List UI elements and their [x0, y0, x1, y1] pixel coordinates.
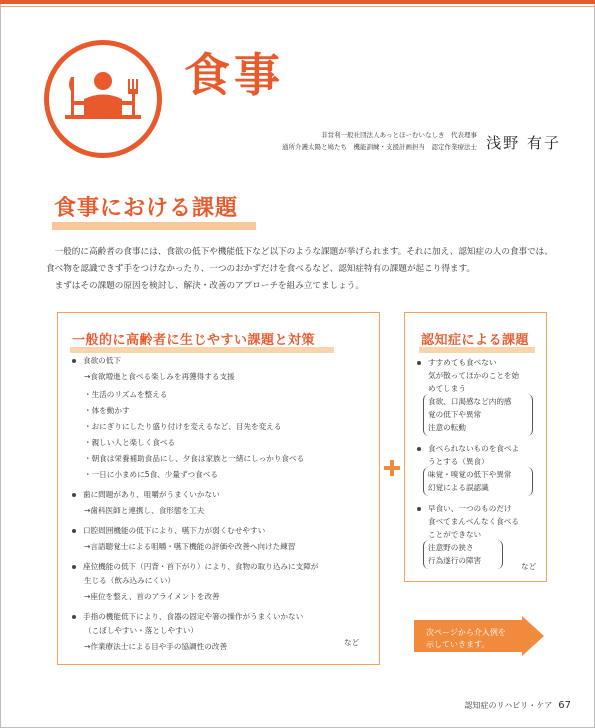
page-title: 食事: [184, 48, 284, 102]
general-issues-title: 一般的に高齢者に生じやすい課題と対策: [72, 333, 316, 348]
cause-text: 覚の低下や異常: [428, 410, 482, 419]
issue-text: すすめても食べない: [428, 358, 497, 367]
countermeasure: →作業療法士による目や手の協調性の改善: [84, 642, 228, 651]
section-heading: 食事における課題: [54, 196, 239, 221]
top-stripe: [0, 0, 595, 4]
bullet-icon: [72, 615, 76, 619]
list-item: [72, 525, 265, 536]
cause-text: 行為遂行の障害: [428, 556, 482, 565]
cause-text: 注意野の狭さ: [428, 543, 474, 552]
cause-text: 注意の転動: [428, 423, 466, 432]
author-affiliation-2: 通所介護太陽と鳩たち 機能訓練・支援計画担当 認定作業療法士: [282, 143, 477, 151]
list-item: [72, 611, 303, 622]
issue-text-cont: めてしまう: [428, 384, 466, 393]
bullet-icon: [72, 359, 76, 363]
cause-text: 味覚・嗅覚の低下や異常: [428, 470, 512, 479]
intro-text: [46, 244, 556, 295]
cause-text: 幻覚による誤認識: [428, 483, 489, 492]
intro-paragraph-1: 一般的に高齢者の食事には、食欲の低下や機能低下など以下のような課題が挙げられます。それに加え、認知症の人の食事では、食べ物を認識できず手をつけなかったり、一つのおかずだけを食べるなど、認知症特有の課題が起こり得ます。: [46, 247, 553, 274]
issue-text-cont: ことができない: [428, 530, 482, 539]
etc-label: など: [344, 638, 360, 647]
issue-text: 歯に問題があり、咀嚼がうまくいかない: [83, 490, 220, 499]
issue-text-cont: 気が散ってほかのことを始: [428, 371, 520, 380]
list-item: [417, 503, 512, 514]
dementia-issues-list: [405, 313, 548, 583]
plus-icon: [384, 460, 400, 476]
footer: [465, 700, 572, 711]
issue-text-cont: （こぼしやすい・落としやすい）: [84, 626, 198, 635]
footer-label: 認知症のリハビリ・ケア: [464, 701, 553, 710]
author-affiliation-1: 非営利一般社団法人あっとほーむいなしき 代表理事: [321, 131, 477, 139]
issue-text: 食べられないものを食べよ: [428, 444, 520, 453]
dementia-issues-title: 認知症による課題: [421, 333, 530, 348]
bullet-icon: [417, 361, 421, 365]
page-number: 67: [558, 700, 571, 711]
next-page-line-1: 次ページから介入例を: [426, 628, 506, 637]
list-item: [72, 489, 220, 500]
top-stripe-thin: [0, 6, 595, 7]
sub-item: ・体を動かす: [84, 406, 130, 415]
bullet-icon: [417, 507, 421, 511]
sub-item: ・親しい人と楽しく食べる: [84, 438, 176, 447]
next-page-text: [426, 627, 506, 651]
list-item: [417, 357, 496, 368]
issue-text: 食欲の低下: [83, 356, 121, 365]
next-page-line-2: 示していきます。: [426, 640, 490, 649]
etc-label: など: [521, 562, 537, 571]
sub-item: ・生活のリズムを整える: [84, 390, 168, 399]
issue-text: 座位機能の低下（円背・首下がり）により、食物の取り込みに支障が: [83, 562, 319, 571]
list-item: [417, 443, 519, 454]
bullet-icon: [72, 493, 76, 497]
bullet-icon: [72, 565, 76, 569]
issue-text: 早食い、一つのものだけ: [428, 504, 512, 513]
sub-item: ・おにぎりにしたり盛り付けを変えるなど、目先を変える: [84, 422, 282, 431]
intro-paragraph-2: まずはその課題の原因を検討し、解決・改善のアプローチを組み立てましょう。: [54, 281, 364, 291]
bullet-icon: [72, 529, 76, 533]
list-item: [72, 355, 121, 366]
cause-text: 食欲、口渇感など内的感: [428, 397, 512, 406]
sub-item: ・朝食は栄養補助食品にし、夕食は家族と一緒にしっかり食べる: [84, 454, 305, 463]
issue-text: 口腔周囲機能の低下により、嚥下力が弱くむせやすい: [83, 526, 266, 535]
list-item: [72, 561, 318, 572]
issue-text-cont: 食べてまんべんなく食べる: [428, 517, 519, 526]
section-heading-highlight: [52, 222, 256, 230]
bullet-icon: [417, 447, 421, 451]
issue-text: 手指の機能低下により、食器の固定や箸の操作がうまくいかない: [83, 612, 304, 621]
dining-person-icon: [44, 40, 162, 158]
countermeasure: →歯科医師と連携し、食形態を工夫: [84, 506, 205, 515]
countermeasure: →言語聴覚士による咀嚼・嚥下機能の評価や改善へ向けた練習: [84, 542, 296, 551]
author-name: 浅野 有子: [486, 134, 561, 152]
countermeasure: →座位を整え、首のアライメントを改善: [84, 592, 220, 601]
dementia-issues-box: [404, 312, 547, 582]
next-page-arrow: [414, 616, 544, 656]
sub-item: ・一日に小まめに5食、少量ずつ食べる: [84, 470, 218, 479]
general-issues-box: [57, 312, 380, 665]
countermeasure: →食欲増進と食べる楽しみを再獲得する支援: [84, 372, 235, 381]
issue-text-cont: うとする（異食）: [428, 457, 489, 466]
issue-text-cont: 生じる（飲み込みにくい）: [84, 576, 176, 585]
